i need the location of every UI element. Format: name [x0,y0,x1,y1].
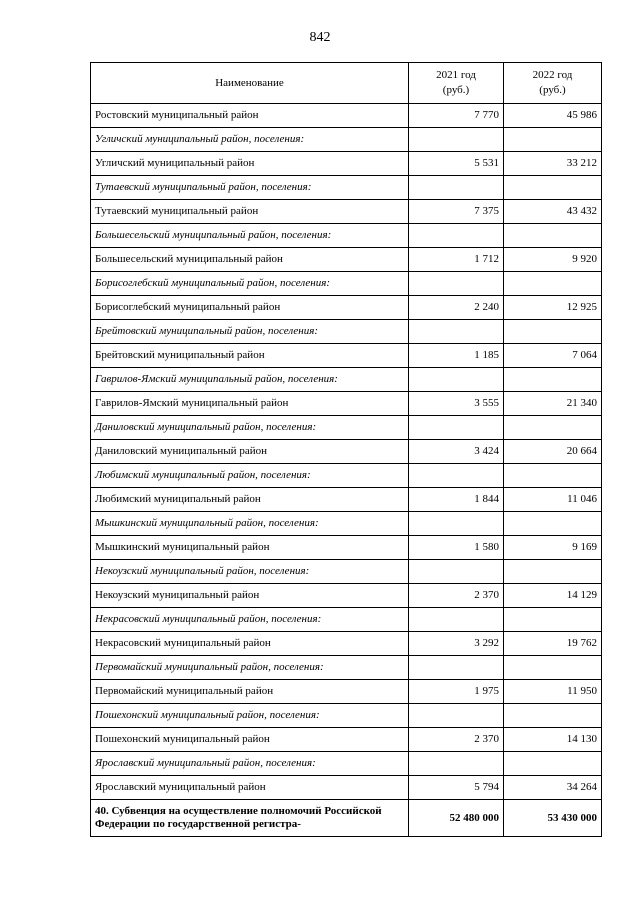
row-2022-cell: 19 762 [504,632,602,656]
column-header-2021-unit: (руб.) [442,84,470,96]
district-row [91,248,602,272]
district-row [91,152,602,176]
settlements-subheader-row [91,608,602,632]
row-2021-cell [409,704,504,728]
row-name-cell: Некрасовский муниципальный район, поселения: [91,608,409,632]
table-body [91,104,602,800]
row-name-cell: Ярославский муниципальный район [91,776,409,800]
row-name-cell: Первомайский муниципальный район, поселения: [91,656,409,680]
row-2021-cell [409,752,504,776]
row-2021-cell [409,128,504,152]
row-2022-cell [504,512,602,536]
total-row [91,800,602,837]
district-row [91,440,602,464]
row-2021-cell: 1 712 [409,248,504,272]
district-row [91,392,602,416]
row-2021-cell [409,272,504,296]
row-2021-cell: 1 844 [409,488,504,512]
column-header-2022-year: 2022 год [532,69,573,81]
row-name-cell: Гаврилов-Ямский муниципальный район, поселения: [91,368,409,392]
row-name-cell: Большесельский муниципальный район, поселения: [91,224,409,248]
row-2022-cell [504,464,602,488]
row-2021-cell: 2 240 [409,296,504,320]
row-2022-cell: 45 986 [504,104,602,128]
row-2022-cell: 21 340 [504,392,602,416]
row-2021-cell [409,368,504,392]
row-2022-cell: 12 925 [504,296,602,320]
row-2022-cell: 14 129 [504,584,602,608]
row-2022-cell: 43 432 [504,200,602,224]
row-2021-cell: 2 370 [409,728,504,752]
column-header-2021 [409,63,504,104]
row-2022-cell [504,704,602,728]
table-header-row [91,63,602,104]
settlements-subheader-row [91,368,602,392]
district-row [91,632,602,656]
row-name-cell: Ростовский муниципальный район [91,104,409,128]
row-2021-cell: 2 370 [409,584,504,608]
row-name-cell: Даниловский муниципальный район, поселения: [91,416,409,440]
row-2022-cell: 7 064 [504,344,602,368]
total-row-2021: 52 480 000 [409,800,504,837]
district-row [91,200,602,224]
row-2022-cell [504,176,602,200]
row-2022-cell: 34 264 [504,776,602,800]
row-name-cell: Борисоглебский муниципальный район [91,296,409,320]
row-2022-cell: 9 920 [504,248,602,272]
total-row-name: 40. Субвенция на осуществление полномочий Российской Федерации по государственной регистра- [91,800,409,837]
settlements-subheader-row [91,704,602,728]
row-2022-cell [504,320,602,344]
district-row [91,680,602,704]
row-2022-cell: 9 169 [504,536,602,560]
row-2022-cell [504,416,602,440]
column-header-2021-year: 2021 год [436,69,476,81]
settlements-subheader-row [91,320,602,344]
row-2021-cell: 5 531 [409,152,504,176]
district-row [91,104,602,128]
settlements-subheader-row [91,512,602,536]
row-name-cell: Некоузский муниципальный район, поселения: [91,560,409,584]
row-name-cell: Первомайский муниципальный район [91,680,409,704]
row-2021-cell: 7 375 [409,200,504,224]
row-name-cell: Пошехонский муниципальный район, поселения: [91,704,409,728]
row-2021-cell: 3 292 [409,632,504,656]
settlements-subheader-row [91,128,602,152]
district-row [91,488,602,512]
row-2022-cell: 20 664 [504,440,602,464]
row-2022-cell: 14 130 [504,728,602,752]
row-2021-cell [409,176,504,200]
row-2021-cell: 1 975 [409,680,504,704]
total-row-2022: 53 430 000 [504,800,602,837]
row-2022-cell [504,656,602,680]
row-name-cell: Любимский муниципальный район, поселения: [91,464,409,488]
row-2022-cell: 33 212 [504,152,602,176]
column-header-2022 [504,63,602,104]
row-name-cell: Любимский муниципальный район [91,488,409,512]
row-name-cell: Мышкинский муниципальный район [91,536,409,560]
page-number: 842 [309,30,331,45]
column-header-2022-unit: (руб.) [539,84,566,96]
row-2021-cell: 3 424 [409,440,504,464]
settlements-subheader-row [91,752,602,776]
row-name-cell: Брейтовский муниципальный район, поселения: [91,320,409,344]
row-2021-cell: 7 770 [409,104,504,128]
row-2021-cell [409,416,504,440]
row-name-cell: Тутаевский муниципальный район [91,200,409,224]
row-2021-cell: 1 185 [409,344,504,368]
settlements-subheader-row [91,224,602,248]
row-name-cell: Большесельский муниципальный район [91,248,409,272]
row-name-cell: Тутаевский муниципальный район, поселения: [91,176,409,200]
column-header-name: Наименование [91,63,409,104]
row-2022-cell [504,368,602,392]
row-2022-cell [504,608,602,632]
row-2021-cell [409,464,504,488]
row-name-cell: Некрасовский муниципальный район [91,632,409,656]
row-2022-cell: 11 950 [504,680,602,704]
row-2021-cell [409,656,504,680]
budget-table [90,62,602,837]
row-2022-cell: 11 046 [504,488,602,512]
settlements-subheader-row [91,272,602,296]
row-2022-cell [504,128,602,152]
row-2021-cell [409,608,504,632]
district-row [91,344,602,368]
row-2021-cell [409,320,504,344]
row-2021-cell [409,224,504,248]
row-name-cell: Пошехонский муниципальный район [91,728,409,752]
district-row [91,584,602,608]
row-2021-cell [409,512,504,536]
row-name-cell: Ярославский муниципальный район, поселения: [91,752,409,776]
row-2021-cell: 5 794 [409,776,504,800]
settlements-subheader-row [91,176,602,200]
row-2022-cell [504,272,602,296]
settlements-subheader-row [91,560,602,584]
row-2022-cell [504,224,602,248]
row-name-cell: Брейтовский муниципальный район [91,344,409,368]
row-2022-cell [504,560,602,584]
settlements-subheader-row [91,416,602,440]
settlements-subheader-row [91,656,602,680]
district-row [91,776,602,800]
district-row [91,728,602,752]
row-name-cell: Даниловский муниципальный район [91,440,409,464]
district-row [91,536,602,560]
row-2021-cell: 3 555 [409,392,504,416]
row-name-cell: Мышкинский муниципальный район, поселения: [91,512,409,536]
row-name-cell: Некоузский муниципальный район [91,584,409,608]
row-name-cell: Гаврилов-Ямский муниципальный район [91,392,409,416]
row-2021-cell [409,560,504,584]
row-name-cell: Борисоглебский муниципальный район, поселения: [91,272,409,296]
settlements-subheader-row [91,464,602,488]
row-name-cell: Угличский муниципальный район, поселения: [91,128,409,152]
row-2021-cell: 1 580 [409,536,504,560]
row-name-cell: Угличский муниципальный район [91,152,409,176]
district-row [91,296,602,320]
row-2022-cell [504,752,602,776]
